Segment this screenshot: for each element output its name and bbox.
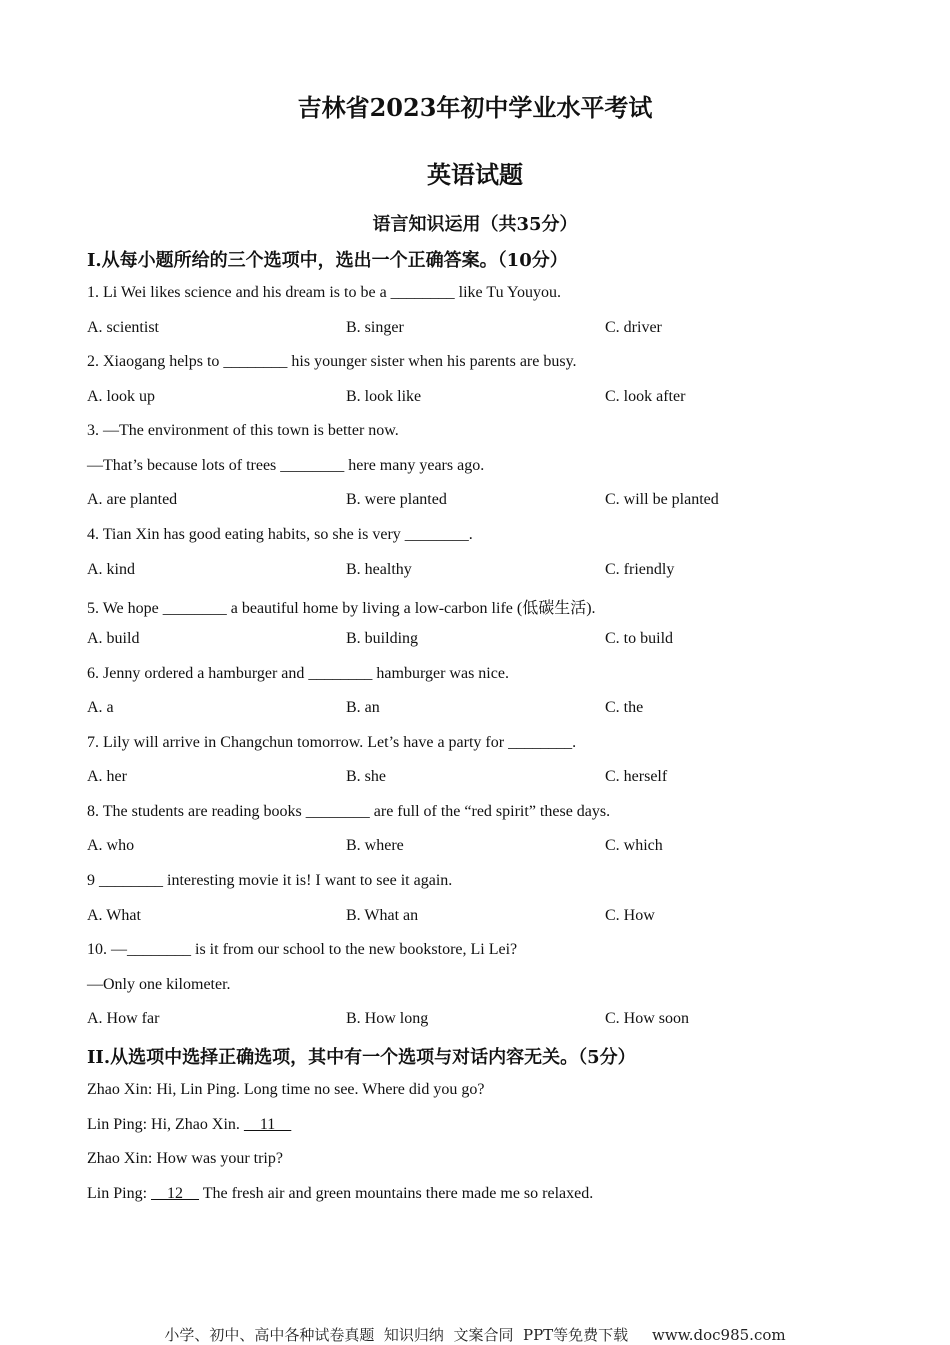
dialogue-line: Zhao Xin: How was your trip? [87,1150,283,1167]
option-b: B. where [346,837,404,854]
option-b: B. singer [346,319,404,336]
option-c: C. How soon [605,1010,690,1027]
question-stem-continued: —Only one kilometer. [87,976,231,993]
option-a: A. scientist [87,319,159,336]
dialogue-line [87,1116,291,1134]
question-stem: 9 ________ interesting movie it is! I want to see it again. [87,872,453,889]
answer-blank-12: 12 [151,1185,200,1202]
option-c: C. How [605,907,655,924]
dialogue-speaker-text: Lin Ping: Hi, Zhao Xin. [87,1116,244,1133]
question-stem: 10. —________ is it from our school to the new bookstore, Li Lei? [87,941,518,958]
option-c: C. driver [605,319,662,336]
question-stem: 8. The students are reading books ________ are full of the “red spirit” these days. [87,803,611,820]
exam-title: 吉林省2023年初中学业水平考试 [297,93,653,122]
option-b: B. an [346,699,380,716]
option-b: B. How long [346,1010,429,1027]
answer-blank-11: 11 [243,1116,292,1133]
option-b: B. What an [346,907,419,924]
section1-heading: I.从每小题所给的三个选项中，选出一个正确答案。（10分） [87,250,568,271]
option-c: C. will be planted [605,491,719,508]
option-a: A. who [87,837,135,854]
question-stem: 4. Tian Xin has good eating habits, so she is very ________. [87,526,473,543]
option-c: C. look after [605,388,686,405]
question-stem: 6. Jenny ordered a hamburger and ________ hamburger was nice. [87,665,509,682]
section2-heading: II.从选项中选择正确选项，其中有一个选项与对话内容无关。（5分） [87,1047,636,1068]
option-c: C. herself [605,768,668,785]
option-b: B. were planted [346,491,447,508]
question-stem-continued: —That’s because lots of trees ________ here many years ago. [87,457,485,474]
option-a: A. her [87,768,127,785]
option-a: A. look up [87,388,155,405]
option-a: A. a [87,699,114,716]
option-c: C. friendly [605,561,675,578]
dialogue-speaker-text: Lin Ping: [87,1185,152,1202]
option-c: C. the [605,699,644,716]
option-b: B. building [346,630,419,647]
dialogue-text: The fresh air and green mountains there made me so relaxed. [199,1185,594,1202]
question-stem: 2. Xiaogang helps to ________ his younger sister when his parents are busy. [87,353,577,370]
option-a: A. build [87,630,140,647]
part-heading: 语言知识运用（共35分） [372,214,578,235]
question-stem: 1. Li Wei likes science and his dream is to be a ________ like Tu Youyou. [87,284,561,301]
option-b: B. healthy [346,561,412,578]
dialogue-line [87,1185,593,1203]
option-b: B. she [346,768,386,785]
dialogue-line: Zhao Xin: Hi, Lin Ping. Long time no see. Where did you go? [87,1081,485,1098]
option-a: A. How far [87,1010,160,1027]
option-c: C. to build [605,630,674,647]
question-stem: 7. Lily will arrive in Changchun tomorrow. Let’s have a party for ________. [87,734,577,751]
option-c: C. which [605,837,663,854]
question-stem: 5. We hope ________ a beautiful home by living a low-carbon life (低碳生活). [87,600,596,617]
page-footer: 小学、初中、高中各种试卷真题 知识归纳 文案合同 PPT等免费下载 www.doc985.com [164,1326,786,1344]
exam-subtitle: 英语试题 [427,160,523,189]
option-b: B. look like [346,388,422,405]
option-a: A. are planted [87,491,178,508]
question-stem: 3. —The environment of this town is better now. [87,422,399,439]
option-a: A. kind [87,561,135,578]
option-a: A. What [87,907,141,924]
